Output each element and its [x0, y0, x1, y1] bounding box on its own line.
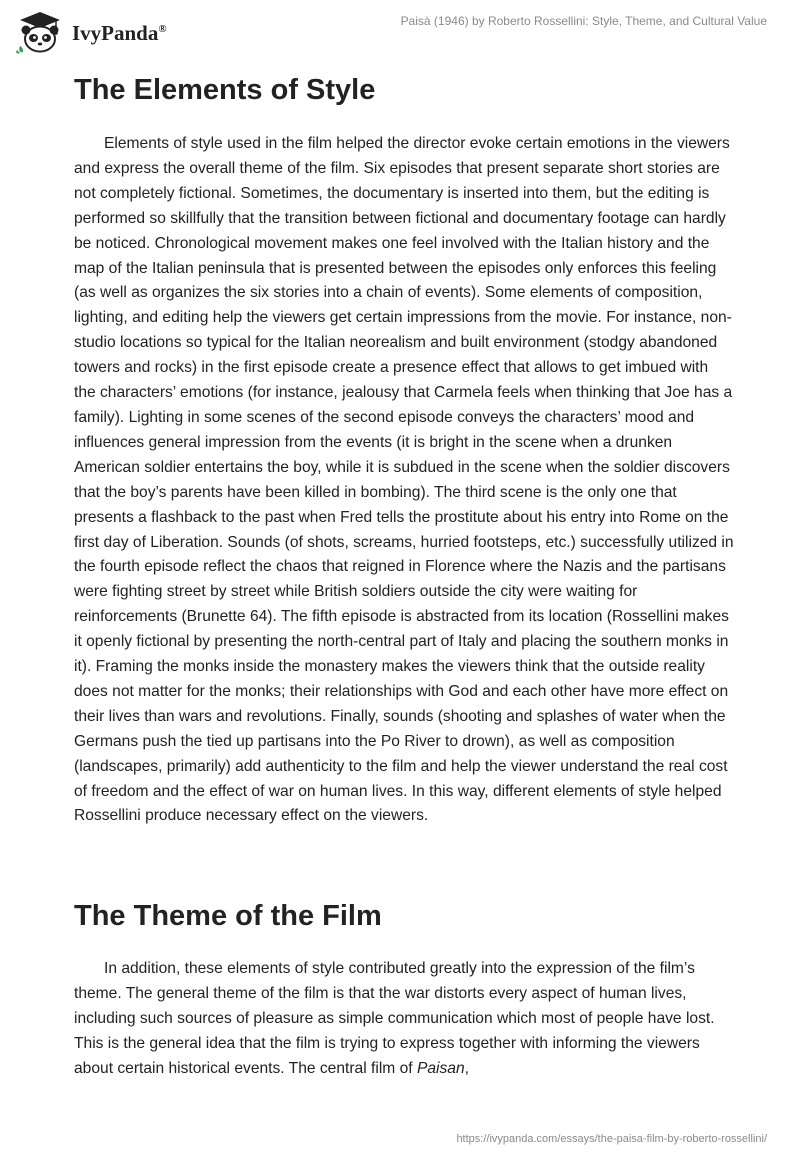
section-paragraph-style: Elements of style used in the film helped the director evoke certain emotions in the viewers and express the overall theme of the film. Six episodes that present separate short stories are not completely fictional. Sometimes, the documentary is inserted into them, but the editing is performed so skillfully that the transition between fictional and documentary footage can hardly be noticed. Chronological movement makes one feel involved with the Italian history and the map of the Italian peninsula that is presented between the episodes only enforces this feeling (as well as organizes the six stories into a chain of events). Some elements of composition, lighting, and editing help the viewers get certain impressions from the movie. For instance, non-studio locations so typical for the Italian neorealism and built environment (stodgy abandoned towers and rocks) in the first episode create a presence effect that allows to get imbued with the characters’ emotions (for instance, jealousy that Carmela feels when thinking that Joe has a family). Lighting in some scenes of the second episode conveys the characters’ mood and influences general impression from the events (it is bright in the scene when a drunken American soldier entertains the boy, while it is subdued in the scene when the soldier discovers that the boy’s parents have been killed in bombing). The third scene is the only one that presents a flashback to the past when Fred tells the prostitute about his entry into Rome on the first day of Liberation. Sounds (of shots, screams, hurried footsteps, etc.) successfully utilized in the fourth episode reflect the chaos that reigned in Florence where the Nazis and the partisans were fighting street by street while British soldiers outside the city were waiting for reinforcements (Brunette 64). The fifth episode is abstracted from its location (Rossellini makes it openly fictional by presenting the north-central part of Italy and placing the southern monks in it). Framing the monks inside the monastery makes the viewers think that the outside reality does not matter for the monks; their relationships with God and each other have more effect on their lives than wars and revolutions. Finally, sounds (shooting and splashes of water when the Germans push the tied up partisans into the Po River to drown), as well as composition (landscapes, primarily) add authenticity to the film and help the viewer understand the real cost of freedom and the effect of war on human lives. In this way, different elements of style helped Rossellini produce necessary effect on the viewers.	[74, 135, 734, 825]
section-heading-style: The Elements of Style	[74, 74, 376, 106]
page-header	[0, 0, 800, 60]
film-title-italic: Paisan	[416, 1059, 465, 1077]
source-url[interactable]: https://ivypanda.com/essays/the-paisa-film-by-roberto-rossellini/	[456, 1133, 767, 1145]
section-paragraph-theme	[74, 957, 734, 1082]
section-heading-theme: The Theme of the Film	[74, 900, 382, 932]
paragraph-end: ,	[464, 1059, 469, 1077]
brand-name: IvyPanda®	[72, 20, 167, 45]
paragraph-text: In addition, these elements of style contributed greatly into the expression of the film’s theme. The general theme of the film is that the war distorts every aspect of human lives, including such sources of pleasure as simple communication which most of people have lost. This is the general idea that the film is trying to express together with informing the viewers about certain historical events. The central film of	[74, 960, 715, 1077]
document-title: Paisà (1946) by Roberto Rossellini: Style, Theme, and Cultural Value	[400, 14, 767, 28]
panda-graduate-icon	[14, 10, 66, 54]
brand-logo[interactable]	[14, 10, 167, 54]
